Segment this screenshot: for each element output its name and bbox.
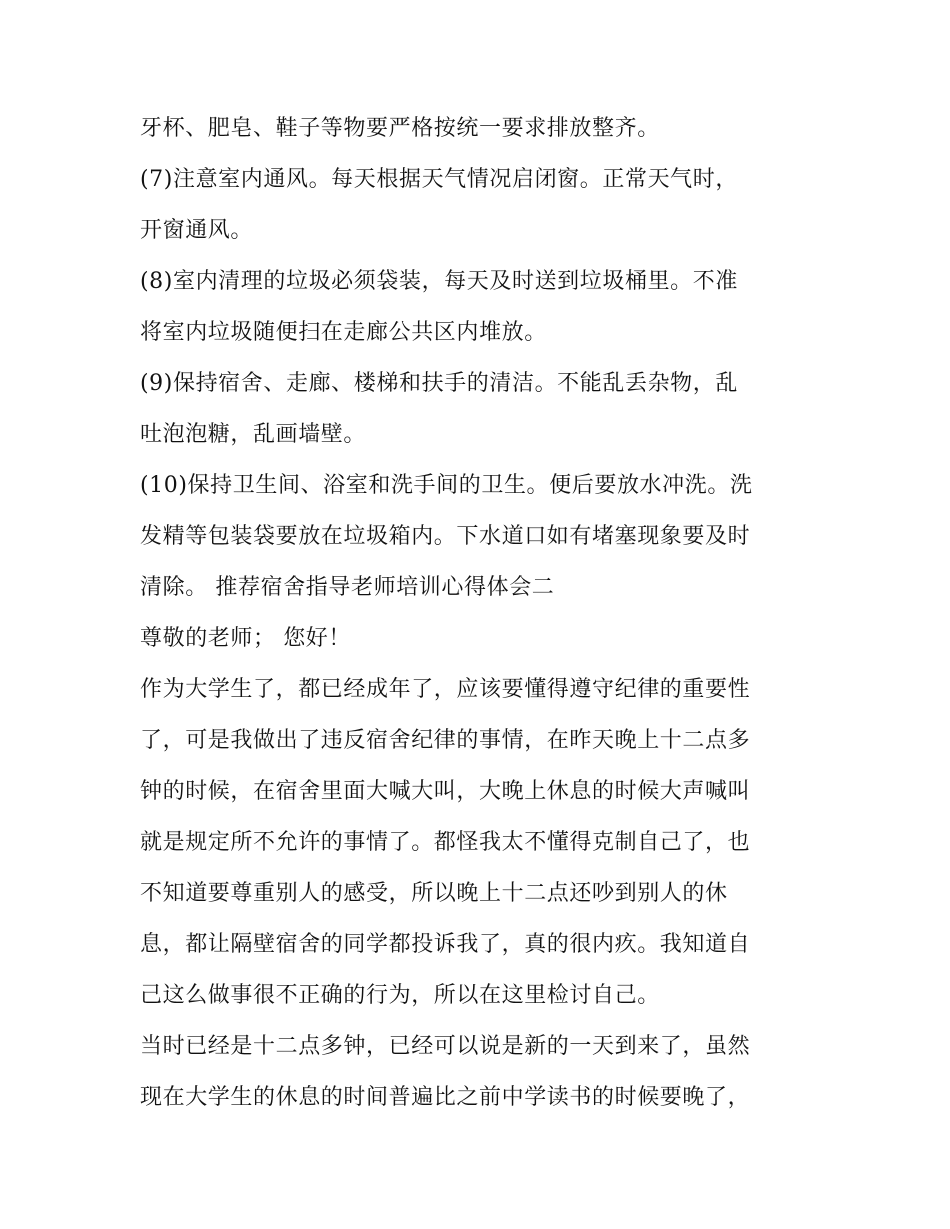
text-line: 息，都让隔壁宿舍的同学都投诉我了，真的很内疚。我知道自 [140,932,751,957]
text-line: (7)注意室内通风。每天根据天气情况启闭窗。正常天气时， [140,167,738,192]
text-line: 钟的时候，在宿舍里面大喊大叫，大晚上休息的时候大声喊叫 [140,779,751,804]
text-line: 开窗通风。 [140,218,254,243]
text-line: 当时已经是十二点多钟，已经可以说是新的一天到来了，虽然 [140,1034,751,1059]
text-line: 吐泡泡糖，乱画墙壁。 [140,422,367,447]
text-line: 清除。 推荐宿舍指导老师培训心得体会二 [140,575,555,600]
text-line: 己这么做事很不正确的行为，所以在这里检讨自己。 [140,983,660,1008]
text-line: 现在大学生的休息的时间普遍比之前中学读书的时候要晚了， [140,1085,751,1110]
text-line: 就是规定所不允许的事情了。都怪我太不懂得克制自己了，也 [140,830,751,855]
text-line: 将室内垃圾随便扫在走廊公共区内堆放。 [140,320,547,345]
text-line: (10)保持卫生间、浴室和洗手间的卫生。便后要放水冲洗。洗 [140,473,753,498]
text-line: 牙杯、肥皂、鞋子等物要严格按统一要求排放整齐。 [140,116,660,141]
text-line: 尊敬的老师； 您好！ [140,626,351,651]
text-line: (8)室内清理的垃圾必须袋装，每天及时送到垃圾桶里。不准 [140,269,738,294]
text-line: 不知道要尊重别人的感受，所以晚上十二点还吵到别人的休 [140,881,728,906]
text-line: 发精等包装袋要放在垃圾箱内。下水道口如有堵塞现象要及时 [140,524,751,549]
text-line: 了，可是我做出了违反宿舍纪律的事情，在昨天晚上十二点多 [140,728,751,753]
text-line: (9)保持宿舍、走廊、楼梯和扶手的清洁。不能乱丢杂物，乱 [140,371,738,396]
text-line: 作为大学生了，都已经成年了，应该要懂得遵守纪律的重要性 [140,677,751,702]
